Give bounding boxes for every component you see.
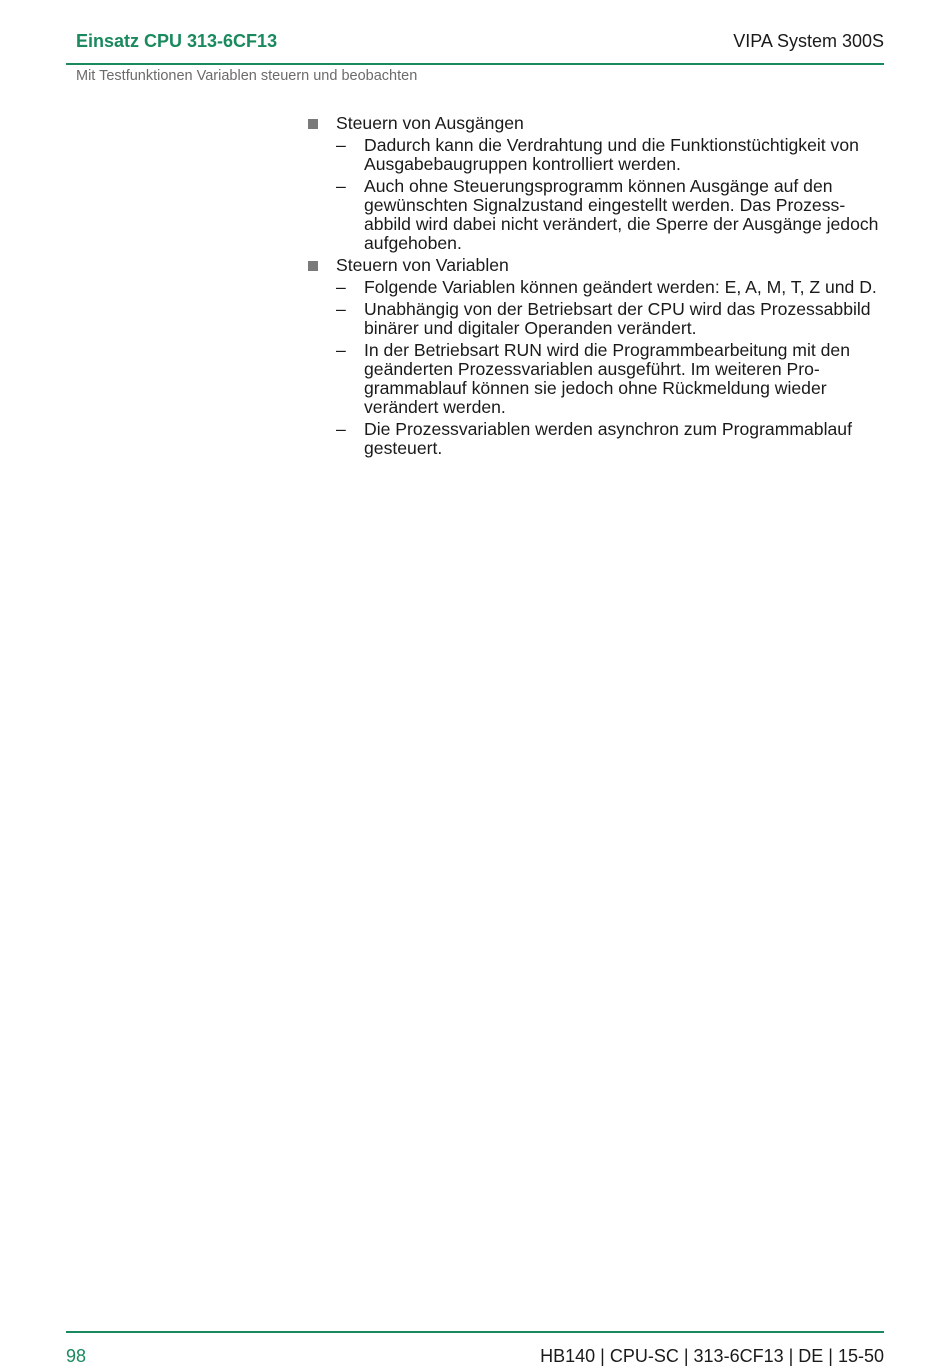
- header-divider: [66, 63, 884, 65]
- sub-item: [336, 300, 886, 338]
- dash-bullet-icon: –: [336, 419, 346, 439]
- sub-item-text: Unabhängig von der Betriebsart der CPU wird das Prozessabbild binärer und digitaler Operanden verändert.: [364, 299, 871, 338]
- dash-bullet-icon: –: [336, 340, 346, 360]
- square-bullet-icon: [308, 261, 318, 271]
- sub-item: [336, 278, 886, 297]
- square-bullet-icon: [308, 119, 318, 129]
- sub-item-text: Auch ohne Steuerungsprogramm können Ausgänge auf den gewünschten Signalzustand eingestellt werden. Das Prozessabbild wird dabei nicht verändert, die Sperre der Ausgänge jedoch aufgehoben.: [364, 176, 879, 253]
- sub-list: [336, 136, 886, 253]
- dash-bullet-icon: –: [336, 277, 346, 297]
- bullet-item: [306, 256, 886, 458]
- header-product: VIPA System 300S: [733, 31, 884, 51]
- footer-divider: [66, 1331, 884, 1333]
- sub-list: [336, 278, 886, 458]
- sub-item: [336, 136, 886, 174]
- document-reference: HB140 | CPU-SC | 313-6CF13 | DE | 15-50: [540, 1346, 884, 1366]
- bullet-label: Steuern von Ausgängen: [336, 113, 524, 133]
- header-subtitle: Mit Testfunktionen Variablen steuern und beobachten: [76, 68, 418, 84]
- bullet-label: Steuern von Variablen: [336, 255, 509, 275]
- bullet-item: [306, 114, 886, 253]
- sub-item-text: Die Prozessvariablen werden asynchron zum Programmablauf gesteuert.: [364, 419, 852, 458]
- sub-item: [336, 177, 886, 253]
- dash-bullet-icon: –: [336, 135, 346, 155]
- page-number: 98: [66, 1346, 87, 1366]
- main-content: [306, 114, 886, 461]
- sub-item-text: In der Betriebsart RUN wird die Programmbearbeitung mit den geänderten Prozessvariablen ausgeführt. Im weiteren Programmablauf können sie jedoch ohne Rückmeldung wieder verändert werden.: [364, 340, 850, 417]
- sub-item-text: Folgende Variablen können geändert werden: E, A, M, T, Z und D.: [364, 277, 877, 297]
- dash-bullet-icon: –: [336, 176, 346, 196]
- header-title: Einsatz CPU 313-6CF13: [76, 31, 278, 51]
- sub-item: [336, 420, 886, 458]
- dash-bullet-icon: –: [336, 299, 346, 319]
- sub-item: [336, 341, 886, 417]
- sub-item-text: Dadurch kann die Verdrahtung und die Funktionstüchtigkeit von Ausgabebaugruppen kontrolliert werden.: [364, 135, 859, 174]
